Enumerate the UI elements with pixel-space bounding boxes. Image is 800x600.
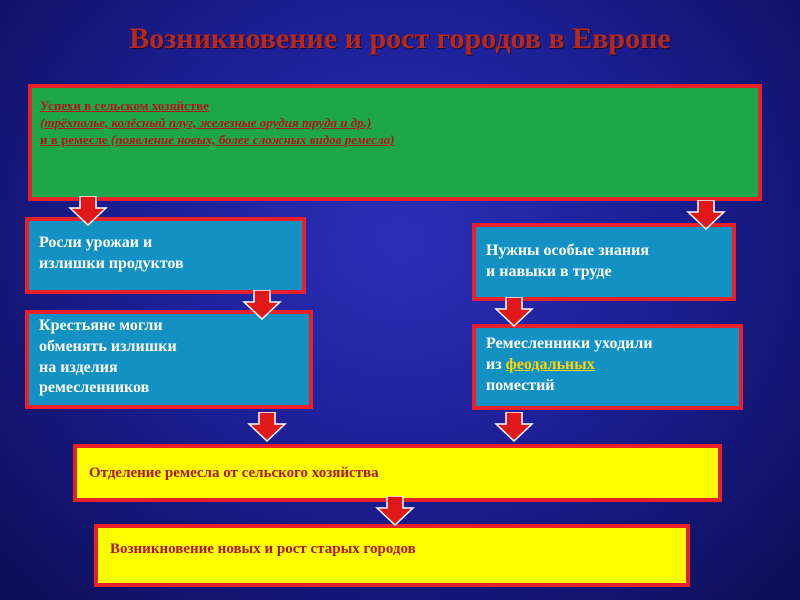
exchange-line-1: Крестьяне могли (39, 317, 163, 334)
harvest-surplus-box (25, 217, 306, 294)
city-growth-box (94, 524, 690, 587)
special-skills-box (472, 223, 736, 301)
artisans-line-1: Ремесленники уходили (486, 335, 653, 352)
arrow-down-icon (375, 496, 415, 526)
craft-separation-text: Отделение ремесла от сельского хозяйства (89, 465, 379, 481)
agriculture-success-box (28, 84, 762, 201)
harvest-line-1: Росли урожаи и (39, 234, 153, 251)
artisans-leave-box (472, 324, 743, 410)
craft-description: (появление новых, более сложных видов ремесла) (107, 131, 395, 147)
slide-title: Возникновение и рост городов в Европе (129, 22, 671, 55)
arrow-down-icon (68, 196, 108, 226)
arrow-down-icon (494, 297, 534, 327)
artisans-from: из (486, 355, 506, 373)
arrow-down-icon (247, 412, 287, 442)
feudal-link[interactable]: феодальных (505, 355, 595, 373)
arrow-down-icon (686, 200, 726, 230)
exchange-line-4: ремесленников (39, 379, 150, 397)
exchange-line-3: на изделия (39, 358, 118, 376)
craft-details (40, 132, 750, 149)
craft-heading: и в ремесле (40, 131, 108, 147)
artisans-line-2 (486, 355, 729, 376)
arrow-down-icon (242, 290, 282, 320)
peasant-exchange-box (25, 310, 313, 409)
artisans-line-3: поместий (486, 376, 555, 394)
agriculture-details: (трёхполье, колёсный плуг, железные орудия труда и др.) (40, 114, 372, 130)
craft-separation-box (73, 444, 722, 502)
city-growth-text: Возникновение новых и рост старых городов (110, 541, 416, 557)
exchange-line-2: обменять излишки (39, 337, 177, 355)
agriculture-heading: Успехи в сельском хозяйстве (40, 98, 209, 113)
arrow-down-icon (494, 412, 534, 442)
harvest-line-2: излишки продуктов (39, 254, 184, 272)
skills-line-1: Нужны особые знания (486, 242, 649, 259)
skills-line-2: и навыки в труде (486, 262, 612, 280)
